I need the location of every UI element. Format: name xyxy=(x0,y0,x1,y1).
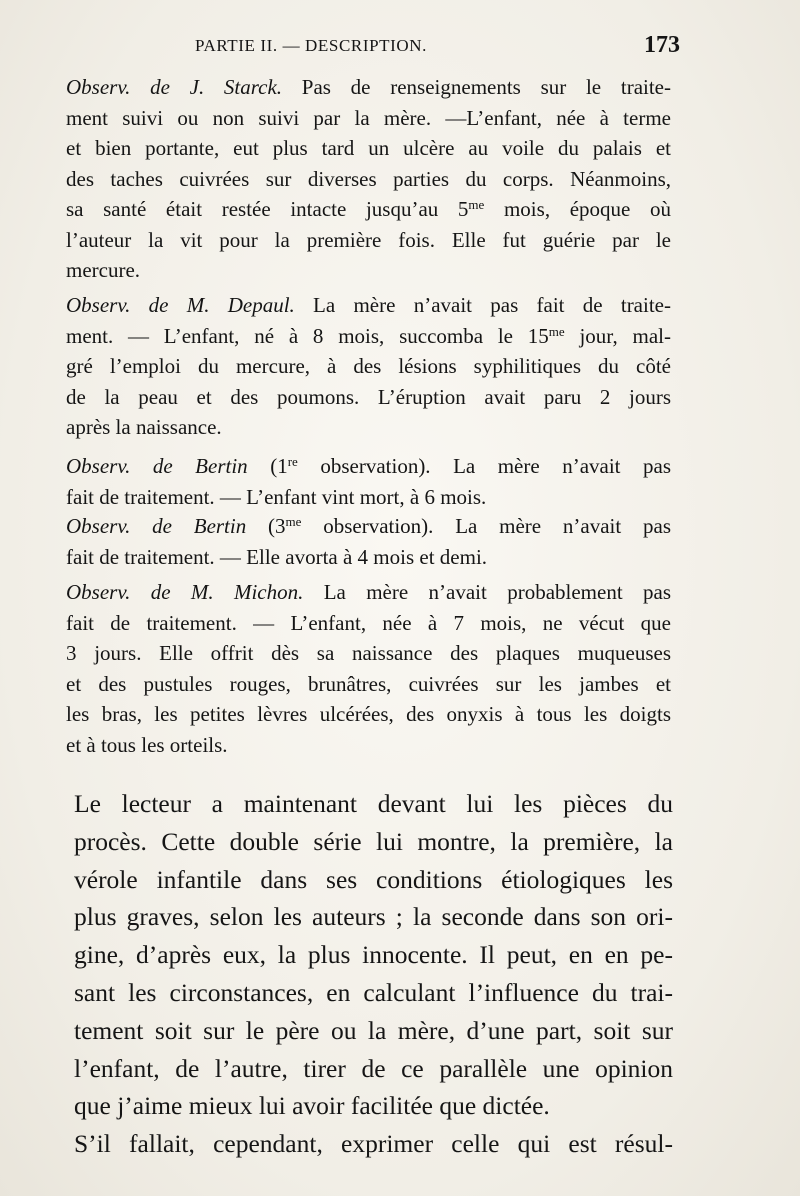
observation-text: Pas de renseignements sur le traite- xyxy=(282,75,671,99)
observation-depaul xyxy=(46,290,671,443)
observation-text: 3 jours. Elle offrit dès sa naissance des plaques muqueuses xyxy=(66,641,671,665)
observation-text: après la naissance. xyxy=(66,415,222,439)
observation-text: La mère n’avait pas fait de traite- xyxy=(294,293,671,317)
observation-bertin-3 xyxy=(46,511,671,572)
body-line: sant les circonstances, en calculant l’influence du trai- xyxy=(74,977,673,1007)
observation-text: (1re observation). La mère n’avait pas xyxy=(247,453,672,478)
observation-michon xyxy=(46,577,671,760)
body-line: plus graves, selon les auteurs ; la seconde dans son ori- xyxy=(74,902,673,932)
page-header xyxy=(40,30,680,70)
observation-text: mercure. xyxy=(66,258,141,282)
observation-text: fait de traitement. — L’enfant vint mort, à 6 mois. xyxy=(66,484,487,509)
observation-starck xyxy=(46,72,671,286)
body-line: que j’aime mieux lui avoir facilitée que dictée. xyxy=(74,1091,550,1121)
observation-author: Observ. de M. Depaul. xyxy=(66,293,295,317)
observation-text: La mère n’avait probablement pas xyxy=(303,580,672,604)
observation-text: fait de traitement. — L’enfant, née à 7 mois, ne vécut que xyxy=(66,610,671,635)
body-line: tement soit sur le père ou la mère, d’une part, soit sur xyxy=(74,1015,673,1045)
body-line: vérole infantile dans ses conditions étiologiques les xyxy=(74,864,673,894)
body-line: S’il fallait, cependant, exprimer celle qui est résul- xyxy=(74,1129,673,1158)
observation-author: Observ. de M. Michon. xyxy=(66,580,304,604)
observation-text: gré l’emploi du mercure, à des lésions syphilitiques du côté xyxy=(66,354,671,378)
observation-text: de la peau et des poumons. L’éruption avait paru 2 jours xyxy=(66,384,671,409)
observation-bertin-1 xyxy=(46,451,671,512)
running-head: PARTIE II. — DESCRIPTION. xyxy=(195,36,427,55)
page-number: 173 xyxy=(644,32,680,58)
observation-text: ($3^{me}$ observation). La mère n’avait pas xyxy=(246,513,671,538)
body-line: gine, d’après eux, la plus innocente. Il peut, en en pe- xyxy=(74,940,673,970)
body-line: l’enfant, de l’autre, tirer de ce parallèle une opinion xyxy=(74,1053,673,1083)
body-line: procès. Cette double série lui montre, la première, la xyxy=(74,826,673,856)
observation-text: ment suivi ou non suivi par la mère. —L’enfant, née à terme xyxy=(66,105,671,130)
observation-text: et des pustules rouges, brunâtres, cuivrées sur les jambes et xyxy=(66,671,671,696)
observation-text: sa santé était restée intacte jusqu’au $5^{me}$ mois, époque où xyxy=(66,196,671,221)
observation-text: et à tous les orteils. xyxy=(66,732,228,757)
body-paragraph-1 xyxy=(46,785,673,1125)
observation-text: et bien portante, eut plus tard un ulcère au voile du palais et xyxy=(66,136,671,160)
observation-author: Observ. de J. Starck. xyxy=(66,75,283,99)
observation-text: ment. — L’enfant, né à 8 mois, succomba le $15^{me}$ jour, mal- xyxy=(66,323,671,348)
observation-text: fait de traitement. — Elle avorta à 4 mois et demi. xyxy=(66,544,488,569)
observation-author: Observ. de Bertin xyxy=(66,454,248,478)
body-line: Le lecteur a maintenant devant lui les pièces du xyxy=(74,789,673,818)
observation-text: des taches cuivrées sur diverses parties du corps. Néanmoins, xyxy=(66,166,671,191)
observation-text: les bras, les petites lèvres ulcérées, des onyxis à tous les doigts xyxy=(66,702,671,726)
observation-text: l’auteur la vit pour la première fois. Elle fut guérie par le xyxy=(66,227,671,252)
body-paragraph-2 xyxy=(46,1125,673,1163)
observation-author: Observ. de Bertin xyxy=(66,514,247,538)
